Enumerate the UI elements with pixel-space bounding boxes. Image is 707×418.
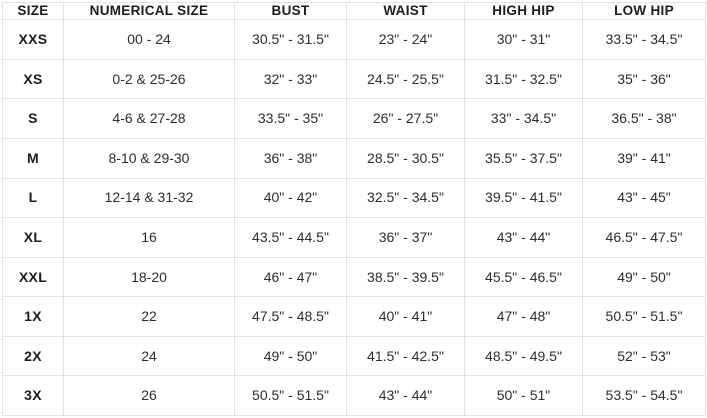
- measurement-cell: 40" - 42": [235, 178, 347, 218]
- column-header-waist: WAIST: [347, 3, 465, 20]
- measurement-cell: 43" - 44": [465, 218, 583, 258]
- measurement-cell: 50" - 51": [465, 376, 583, 416]
- size-label-cell: S: [3, 99, 64, 139]
- measurement-cell: 35" - 36": [583, 59, 706, 99]
- measurement-cell: 45.5" - 46.5": [465, 257, 583, 297]
- table-row: [3, 20, 706, 60]
- measurement-cell: 48.5" - 49.5": [465, 336, 583, 376]
- measurement-cell: 36" - 38": [235, 138, 347, 178]
- measurement-cell: 53.5" - 54.5": [583, 376, 706, 416]
- measurement-cell: 47.5" - 48.5": [235, 297, 347, 337]
- size-label-cell: XXS: [3, 20, 64, 60]
- measurement-cell: 47" - 48": [465, 297, 583, 337]
- measurement-cell: 33" - 34.5": [465, 99, 583, 139]
- measurement-cell: 43.5" - 44.5": [235, 218, 347, 258]
- size-label-cell: M: [3, 138, 64, 178]
- measurement-cell: 4-6 & 27-28: [64, 99, 235, 139]
- measurement-cell: 24.5" - 25.5": [347, 59, 465, 99]
- size-label-cell: 2X: [3, 336, 64, 376]
- measurement-cell: 23" - 24": [347, 20, 465, 60]
- table-row: [3, 138, 706, 178]
- measurement-cell: 26" - 27.5": [347, 99, 465, 139]
- measurement-cell: 39.5" - 41.5": [465, 178, 583, 218]
- measurement-cell: 50.5" - 51.5": [235, 376, 347, 416]
- table-row: [3, 218, 706, 258]
- table-row: [3, 59, 706, 99]
- column-header-numerical-size: NUMERICAL SIZE: [64, 3, 235, 20]
- measurement-cell: 41.5" - 42.5": [347, 336, 465, 376]
- measurement-cell: 22: [64, 297, 235, 337]
- size-label-cell: XL: [3, 218, 64, 258]
- measurement-cell: 43" - 45": [583, 178, 706, 218]
- measurement-cell: 32.5" - 34.5": [347, 178, 465, 218]
- measurement-cell: 0-2 & 25-26: [64, 59, 235, 99]
- measurement-cell: 36" - 37": [347, 218, 465, 258]
- table-row: [3, 336, 706, 376]
- measurement-cell: 30" - 31": [465, 20, 583, 60]
- measurement-cell: 52" - 53": [583, 336, 706, 376]
- size-label-cell: XXL: [3, 257, 64, 297]
- measurement-cell: 40" - 41": [347, 297, 465, 337]
- measurement-cell: 50.5" - 51.5": [583, 297, 706, 337]
- table-row: [3, 99, 706, 139]
- table-row: [3, 257, 706, 297]
- measurement-cell: 12-14 & 31-32: [64, 178, 235, 218]
- measurement-cell: 36.5" - 38": [583, 99, 706, 139]
- size-label-cell: XS: [3, 59, 64, 99]
- measurement-cell: 24: [64, 336, 235, 376]
- size-label-cell: 1X: [3, 297, 64, 337]
- measurement-cell: 18-20: [64, 257, 235, 297]
- measurement-cell: 38.5" - 39.5": [347, 257, 465, 297]
- measurement-cell: 49" - 50": [583, 257, 706, 297]
- size-chart-table: [2, 2, 706, 416]
- table-row: [3, 297, 706, 337]
- size-chart-header: [3, 3, 706, 20]
- measurement-cell: 46.5" - 47.5": [583, 218, 706, 258]
- measurement-cell: 43" - 44": [347, 376, 465, 416]
- column-header-low-hip: LOW HIP: [583, 3, 706, 20]
- column-header-high-hip: HIGH HIP: [465, 3, 583, 20]
- size-label-cell: 3X: [3, 376, 64, 416]
- size-chart-body: [3, 20, 706, 416]
- measurement-cell: 00 - 24: [64, 20, 235, 60]
- measurement-cell: 46" - 47": [235, 257, 347, 297]
- measurement-cell: 16: [64, 218, 235, 258]
- measurement-cell: 35.5" - 37.5": [465, 138, 583, 178]
- measurement-cell: 8-10 & 29-30: [64, 138, 235, 178]
- measurement-cell: 32" - 33": [235, 59, 347, 99]
- measurement-cell: 39" - 41": [583, 138, 706, 178]
- column-header-bust: BUST: [235, 3, 347, 20]
- measurement-cell: 33.5" - 35": [235, 99, 347, 139]
- measurement-cell: 30.5" - 31.5": [235, 20, 347, 60]
- measurement-cell: 26: [64, 376, 235, 416]
- measurement-cell: 49" - 50": [235, 336, 347, 376]
- measurement-cell: 28.5" - 30.5": [347, 138, 465, 178]
- header-row: [3, 3, 706, 20]
- column-header-size: SIZE: [3, 3, 64, 20]
- table-row: [3, 376, 706, 416]
- size-label-cell: L: [3, 178, 64, 218]
- measurement-cell: 31.5" - 32.5": [465, 59, 583, 99]
- table-row: [3, 178, 706, 218]
- measurement-cell: 33.5" - 34.5": [583, 20, 706, 60]
